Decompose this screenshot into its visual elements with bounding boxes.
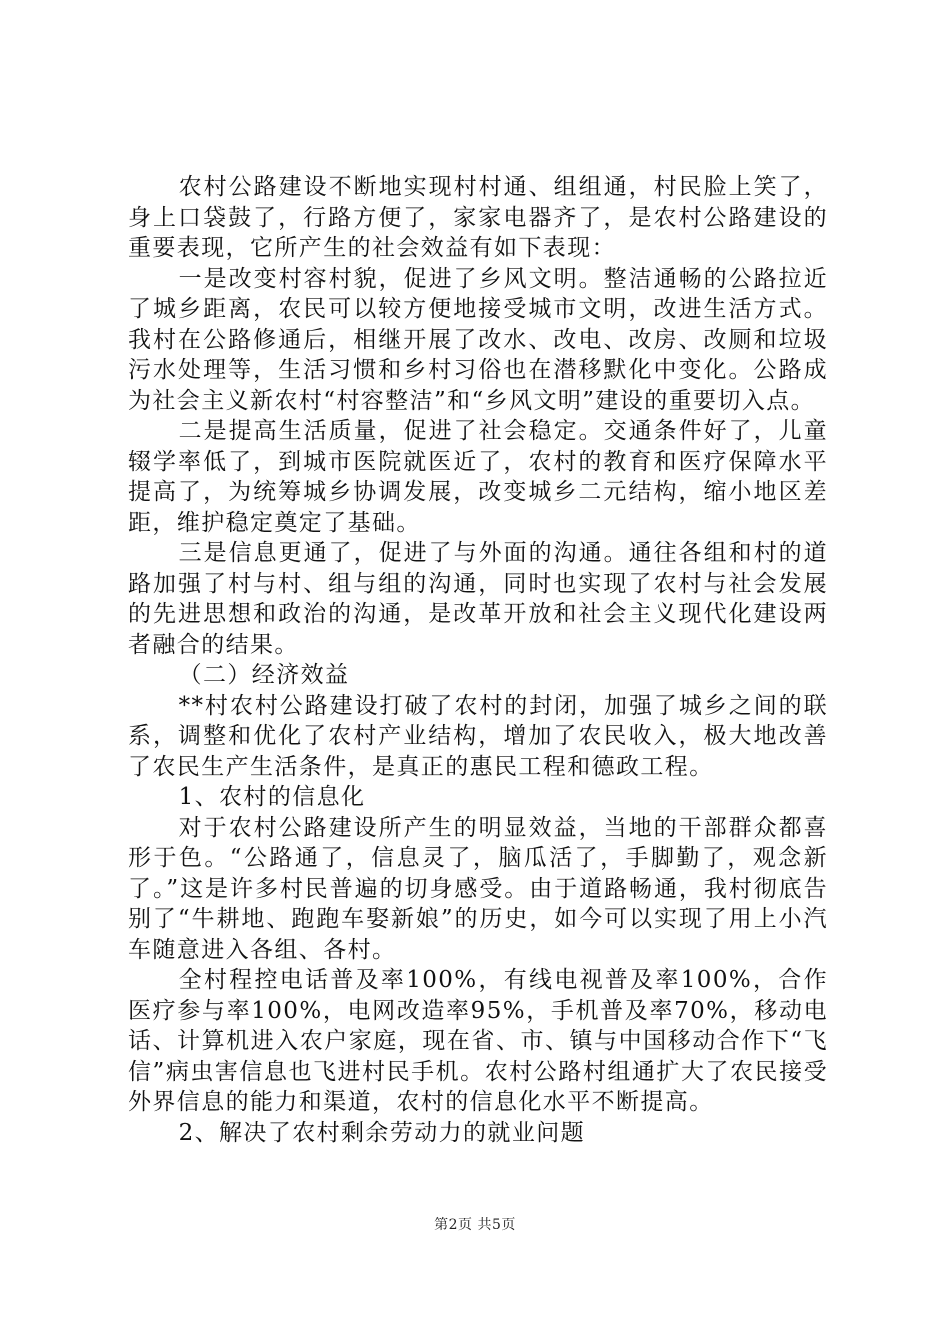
page-number-footer: 第2页 共5页 bbox=[434, 1217, 516, 1233]
subheading-employment: 2、解决了农村剩余劳动力的就业问题 bbox=[178, 1119, 586, 1146]
section-heading-economic-benefit: （二）经济效益 bbox=[178, 662, 350, 688]
paragraph-informatization-2: 全村程控电话普及率100%，有线电视普及率100%，合作医疗参与率100%，电网改造率95%，手机普及率70%，移动电话、计算机进入农户家庭，现在省、市、镇与中国移动合作下“飞信”病虫害信息也飞进村民手机。农村公路村组通扩大了农民接受外界信息的能力和渠道，农村的信息化水平不断提高。 bbox=[128, 967, 828, 1115]
document-body bbox=[128, 172, 828, 1148]
paragraph-informatization-1: 对于农村公路建设所产生的明显效益，当地的干部群众都喜形于色。“公路通了，信息灵了，脑瓜活了，手脚勤了，观念新了。”这是许多村民普遍的切身感受。由于道路畅通，我村彻底告别了“牛耕地、跑跑车娶新娘”的历史，如今可以实现了用上小汽车随意进入各组、各村。 bbox=[128, 814, 828, 963]
paragraph-economic-intro: **村农村公路建设打破了农村的封闭，加强了城乡之间的联系，调整和优化了农村产业结构，增加了农民收入，极大地改善了农民生产生活条件，是真正的惠民工程和德政工程。 bbox=[128, 692, 828, 780]
paragraph-point-three: 三是信息更通了，促进了与外面的沟通。通往各组和村的道路加强了村与村、组与组的沟通，同时也实现了农村与社会发展的先进思想和政治的沟通，是改革开放和社会主义现代化建设两者融合的结果。 bbox=[128, 540, 828, 658]
subheading-informatization: 1、农村的信息化 bbox=[178, 784, 366, 810]
paragraph-point-one: 一是改变村容村貌，促进了乡风文明。整洁通畅的公路拉近了城乡距离，农民可以较方便地接受城市文明，改进生活方式。我村在公路修通后，相继开展了改水、改电、改房、改厕和垃圾污水处理等，生活习惯和乡村习俗也在潜移默化中变化。公路成为社会主义新农村“村容整洁”和“乡风文明”建设的重要切入点。 bbox=[128, 265, 828, 414]
paragraph-point-two: 二是提高生活质量，促进了社会稳定。交通条件好了，儿童辍学率低了，到城市医院就医近了，农村的教育和医疗保障水平提高了，为统筹城乡协调发展，改变城乡二元结构，缩小地区差距，维护稳定奠定了基础。 bbox=[128, 418, 828, 536]
paragraph-social-benefit-intro: 农村公路建设不断地实现村村通、组组通，村民脸上笑了，身上口袋鼓了，行路方便了，家家电器齐了，是农村公路建设的重要表现，它所产生的社会效益有如下表现： bbox=[128, 174, 828, 261]
